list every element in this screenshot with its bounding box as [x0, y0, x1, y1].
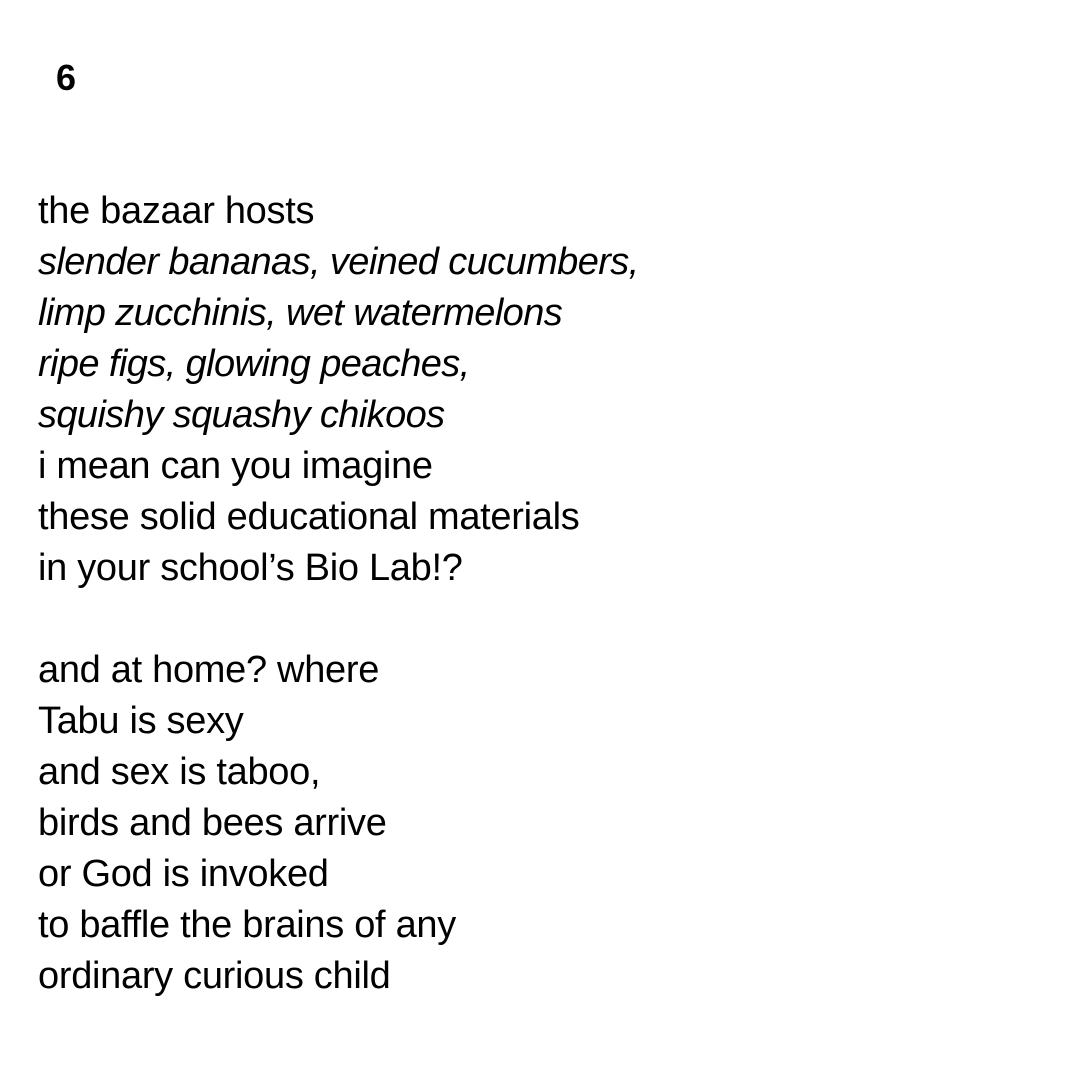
- poem-line: in your school’s Bio Lab!?: [38, 547, 463, 589]
- page-number: 6: [56, 57, 77, 98]
- poem-line-italic: ripe figs, glowing peaches,: [38, 343, 470, 385]
- poem-line: these solid educational materials: [38, 496, 580, 538]
- poem-line-italic: squishy squashy chikoos: [38, 394, 445, 436]
- poem-line: the bazaar hosts: [38, 190, 315, 232]
- poem-line: Tabu is sexy: [38, 700, 244, 742]
- stanza-1: [38, 186, 1038, 594]
- stanza-2: [38, 645, 1038, 1002]
- poem-line: birds and bees arrive: [38, 802, 387, 844]
- poem-body: [38, 186, 1038, 1002]
- poem-line: to baffle the brains of any: [38, 904, 456, 946]
- poem-line-italic: limp zucchinis, wet watermelons: [38, 292, 563, 334]
- poem-line-italic: slender bananas, veined cucumbers,: [38, 241, 639, 283]
- poem-line: or God is invoked: [38, 853, 329, 895]
- poem-line: and at home? where: [38, 649, 380, 691]
- poem-line: ordinary curious child: [38, 955, 391, 997]
- poem-line: i mean can you imagine: [38, 445, 433, 487]
- poem-line: and sex is taboo,: [38, 751, 321, 793]
